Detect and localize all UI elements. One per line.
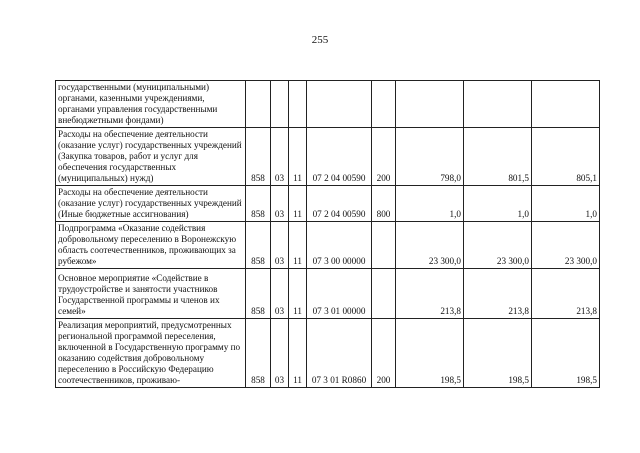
table-row <box>56 186 600 222</box>
amount-year-3 <box>532 81 600 128</box>
amount-year-3: 213,8 <box>532 269 600 319</box>
table-row <box>56 269 600 319</box>
amount-year-2: 801,5 <box>464 128 532 186</box>
section-code: 03 <box>271 128 289 186</box>
table-row <box>56 128 600 186</box>
section-code: 03 <box>271 186 289 222</box>
row-name: Реализация мероприятий, предусмотренных региональной программой переселения, включенной в Государственную программу по оказанию содействия добровольному переселению в Российскую Федерацию соотечественников, проживаю- <box>56 319 246 388</box>
ved-code: 858 <box>246 186 271 222</box>
expense-type-code <box>372 222 396 269</box>
amount-year-1 <box>396 81 464 128</box>
table-row <box>56 319 600 388</box>
subsection-code: 11 <box>289 222 307 269</box>
row-name: Подпрограмма «Оказание содействия добровольному переселению в Воронежскую область соотечественников, проживающих за рубежом» <box>56 222 246 269</box>
section-code: 03 <box>271 222 289 269</box>
amount-year-2: 23 300,0 <box>464 222 532 269</box>
section-code: 03 <box>271 269 289 319</box>
target-article-code: 07 2 04 00590 <box>307 128 372 186</box>
amount-year-2: 198,5 <box>464 319 532 388</box>
expense-type-code: 800 <box>372 186 396 222</box>
subsection-code: 11 <box>289 269 307 319</box>
amount-year-1: 198,5 <box>396 319 464 388</box>
amount-year-2: 1,0 <box>464 186 532 222</box>
amount-year-3: 198,5 <box>532 319 600 388</box>
ved-code <box>246 81 271 128</box>
target-article-code <box>307 81 372 128</box>
amount-year-1: 213,8 <box>396 269 464 319</box>
target-article-code: 07 3 00 00000 <box>307 222 372 269</box>
table-row <box>56 81 600 128</box>
amount-year-2 <box>464 81 532 128</box>
section-code <box>271 81 289 128</box>
subsection-code <box>289 81 307 128</box>
row-name: государственными (муниципальными) органами, казенными учреждениями, органами управления государственными внебюджетными фондами) <box>56 81 246 128</box>
target-article-code: 07 3 01 00000 <box>307 269 372 319</box>
subsection-code: 11 <box>289 186 307 222</box>
target-article-code: 07 2 04 00590 <box>307 186 372 222</box>
subsection-code: 11 <box>289 128 307 186</box>
ved-code: 858 <box>246 269 271 319</box>
ved-code: 858 <box>246 128 271 186</box>
row-name: Основное мероприятие «Содействие в трудоустройстве и занятости участников Государственной программы и членов их семей» <box>56 269 246 319</box>
ved-code: 858 <box>246 319 271 388</box>
amount-year-1: 23 300,0 <box>396 222 464 269</box>
amount-year-3: 805,1 <box>532 128 600 186</box>
amount-year-3: 23 300,0 <box>532 222 600 269</box>
row-name: Расходы на обеспечение деятельности (оказание услуг) государственных учреждений (Иные бюджетные ассигнования) <box>56 186 246 222</box>
amount-year-1: 798,0 <box>396 128 464 186</box>
subsection-code: 11 <box>289 319 307 388</box>
amount-year-3: 1,0 <box>532 186 600 222</box>
ved-code: 858 <box>246 222 271 269</box>
amount-year-2: 213,8 <box>464 269 532 319</box>
target-article-code: 07 3 01 R0860 <box>307 319 372 388</box>
amount-year-1: 1,0 <box>396 186 464 222</box>
section-code: 03 <box>271 319 289 388</box>
expense-type-code <box>372 269 396 319</box>
expense-type-code: 200 <box>372 319 396 388</box>
page-number: 255 <box>311 34 329 46</box>
expense-type-code <box>372 81 396 128</box>
expense-type-code: 200 <box>372 128 396 186</box>
row-name: Расходы на обеспечение деятельности (оказание услуг) государственных учреждений (Закупка товаров, работ и услуг для обеспечения государственных (муниципальных) нужд) <box>56 128 246 186</box>
table-row <box>56 222 600 269</box>
budget-table <box>55 80 600 388</box>
